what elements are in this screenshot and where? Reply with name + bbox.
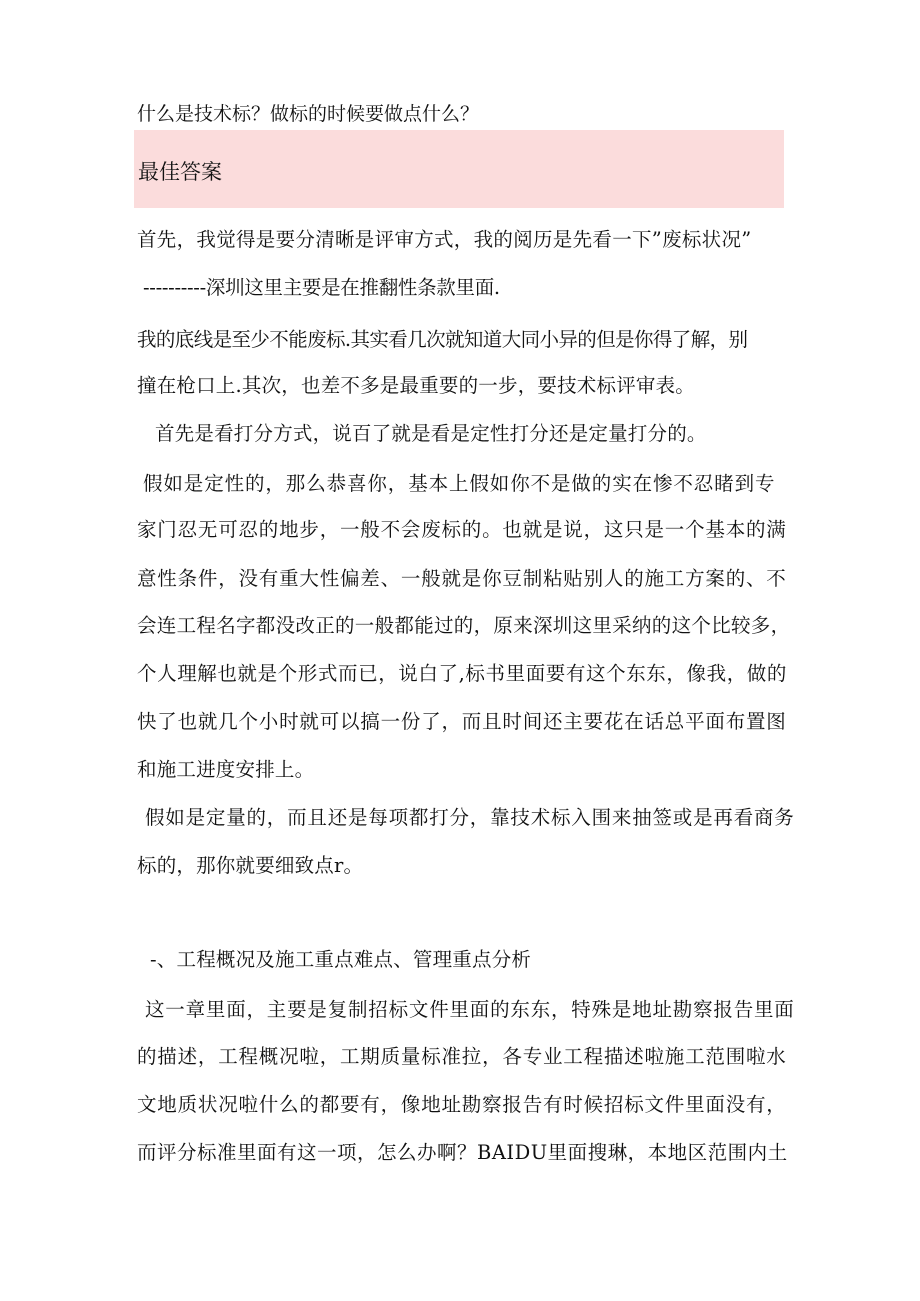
paragraph-line: 首先，我觉得是要分清晰是评审方式，我的阅历是先看一下”废标状况”	[137, 228, 752, 251]
paragraph-line: 这一章里面，主要是复制招标文件里面的东东，特殊是地址勘察报告里面	[145, 998, 795, 1021]
section-heading: -、工程概况及施工重点难点、管理重点分析	[150, 948, 532, 971]
paragraph-line: 会连工程名字都没改正的一般都能过的，原来深圳这里采纳的这个比较多，	[137, 614, 791, 637]
paragraph-line: 我的底线是至少不能废标.其实看几次就知道大同小异的但是你得了解，别	[137, 328, 748, 351]
paragraph-line: 家门忍无可忍的地步，一般不会废标的。也就是说，这只是一个基本的满	[137, 518, 787, 541]
paragraph-line: 标的，那你就要细致点r。	[137, 854, 364, 877]
paragraph-line: 而评分标准里面有这一项，怎么办啊？BAIDU里面搜琳，本地区范围内土	[137, 1141, 788, 1164]
paragraph-line: 快了也就几个小时就可以搞一份了，而且时间还主要花在话总平面布置图	[137, 710, 787, 733]
paragraph-line: 假如是定量的，而且还是每项都打分，靠技术标入围来抽签或是再看商务	[145, 806, 795, 829]
best-answer-label: 最佳答案	[138, 160, 222, 184]
paragraph-line: 意性条件，没有重大性偏差、一般就是你豆制粘贴别人的施工方案的、不	[137, 567, 787, 590]
paragraph-line: ----------深圳这里主要是在推翻性条款里面.	[143, 276, 500, 299]
paragraph-line: 撞在枪口上.其次，也差不多是最重要的一步，要技术标评审表。	[137, 374, 695, 397]
paragraph-line: 首先是看打分方式，说百了就是看是定性打分还是定量打分的。	[155, 422, 707, 445]
paragraph-line: 个人理解也就是个形式而已，说白了,标书里面要有这个东东，像我，做的	[137, 662, 787, 685]
question-title: 什么是技术标？做标的时候要做点什么？	[137, 103, 480, 125]
paragraph-line: 的描述，工程概况啦，工期质量标准拉，各专业工程描述啦施工范围啦水	[137, 1045, 787, 1068]
paragraph-line: 假如是定性的，那么恭喜你，基本上假如你不是做的实在惨不忍睹到专	[143, 472, 776, 495]
paragraph-line: 文地质状况啦什么的都要有，像地址勘察报告有时候招标文件里面没有，	[137, 1093, 787, 1116]
best-answer-banner	[134, 130, 784, 208]
paragraph-line: 和施工进度安排上。	[137, 758, 315, 781]
